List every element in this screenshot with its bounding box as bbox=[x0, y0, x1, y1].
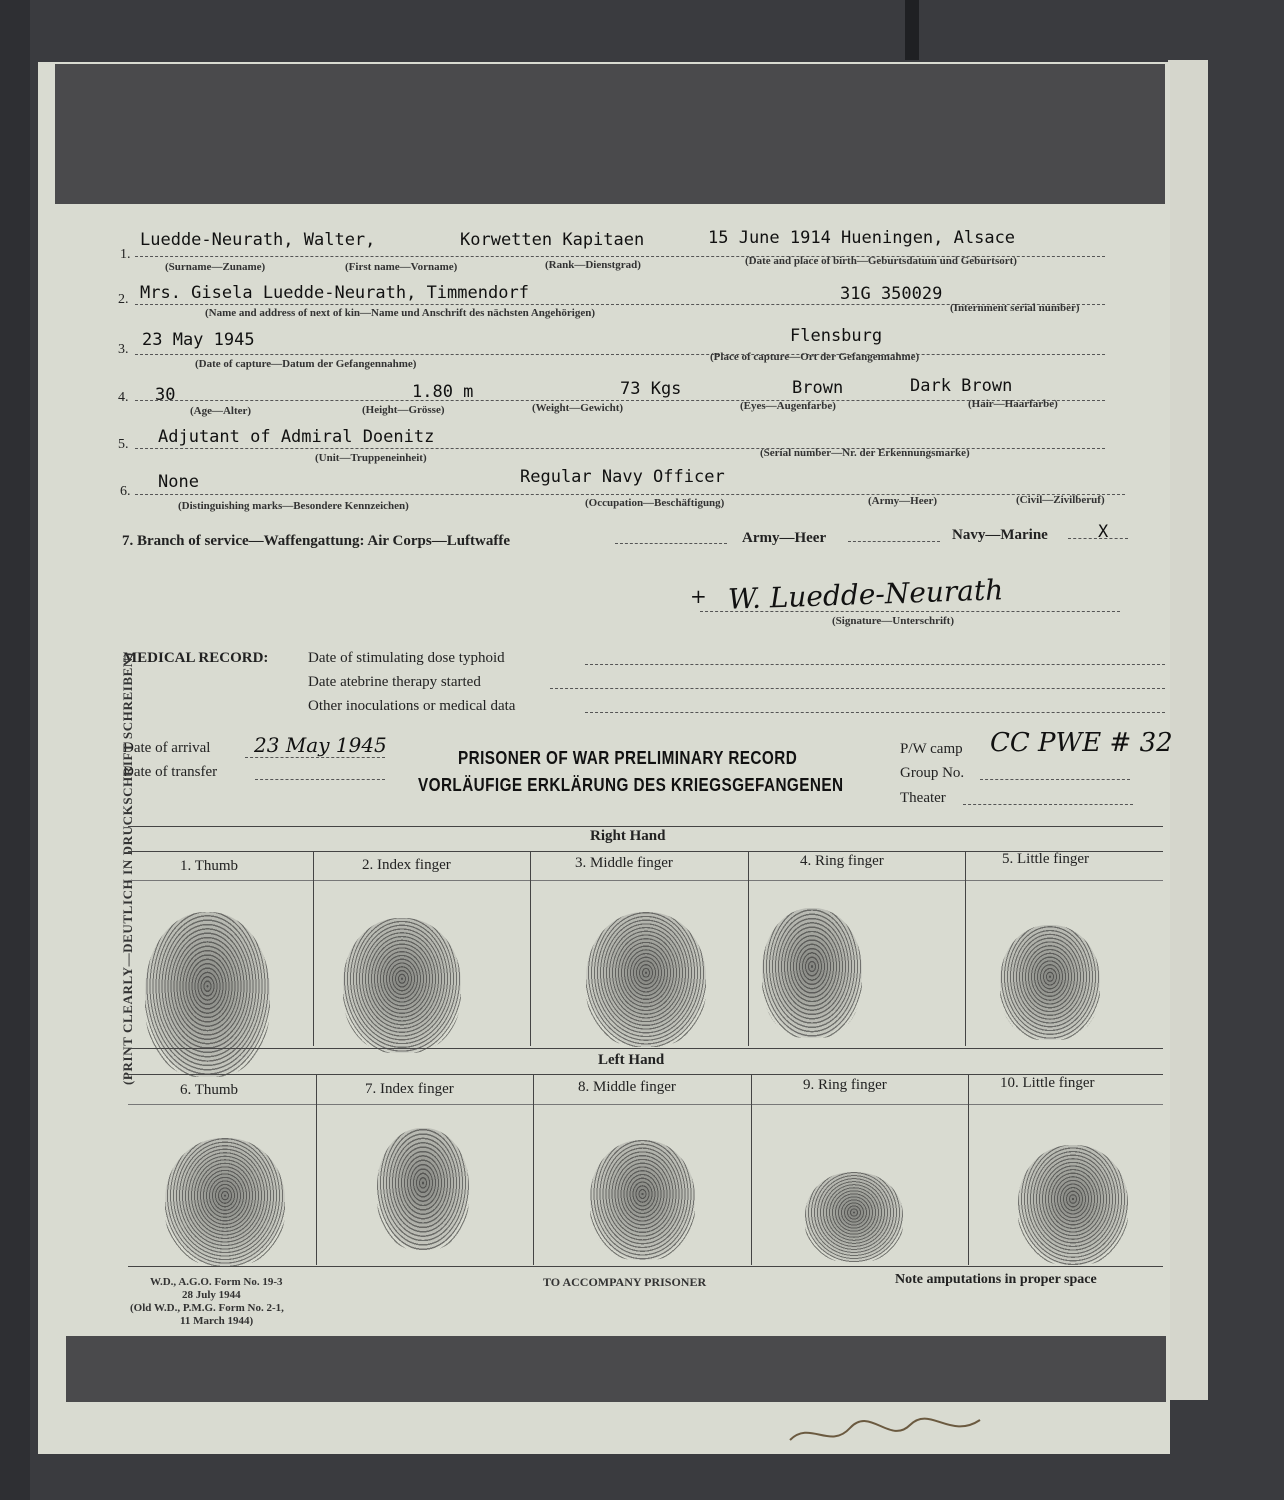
luftwaffe-rule bbox=[615, 543, 727, 544]
rank-value: Korwetten Kapitaen bbox=[460, 230, 645, 250]
right-little-finger-label: 5. Little finger bbox=[1002, 851, 1090, 867]
item-number-6: 6. bbox=[120, 484, 131, 499]
right-cell-divider-4 bbox=[965, 852, 966, 1046]
right-cell-divider-2 bbox=[530, 852, 531, 1046]
form-title-english: PRISONER OF WAR PRELIMINARY RECORD bbox=[458, 748, 798, 768]
date-of-arrival-value: 23 May 1945 bbox=[254, 733, 387, 757]
other-inoculations-label: Other inoculations or medical data bbox=[308, 698, 516, 714]
pw-camp-value: CC PWE # 32 bbox=[990, 728, 1173, 758]
birth-value: 15 June 1914 Hueningen, Alsace bbox=[708, 228, 1016, 248]
army-rule bbox=[848, 541, 940, 542]
signature-caption: (Signature—Unterschrift) bbox=[832, 615, 954, 627]
eyes-value: Brown bbox=[792, 378, 844, 398]
capture-place-caption: (Place of capture—Ort der Gefangennahme) bbox=[710, 351, 920, 363]
right-middle-finger-label: 3. Middle finger bbox=[575, 855, 673, 871]
left-middle-finger-label: 8. Middle finger bbox=[578, 1079, 676, 1095]
right-index-finger-label: 2. Index finger bbox=[362, 857, 451, 873]
line-3-rule bbox=[135, 354, 1105, 355]
birth-caption: (Date and place of birth—Geburtsdatum und Geburtsort) bbox=[745, 255, 1017, 267]
rank-caption: (Rank—Dienstgrad) bbox=[545, 259, 641, 271]
right-thumb-label: 1. Thumb bbox=[180, 858, 239, 874]
left-hand-top-rule bbox=[128, 1048, 1163, 1049]
age-caption: (Age—Alter) bbox=[190, 405, 252, 417]
print-clearly-side-text: (PRINT CLEARLY—DEUTLICH IN DRUCKSCHRIFT SCHREIBEN) bbox=[120, 652, 135, 1085]
handwritten-scribble bbox=[780, 1400, 1020, 1460]
pw-camp-label: P/W camp bbox=[900, 741, 963, 757]
hair-caption: (Hair—Haarfarbe) bbox=[968, 398, 1058, 410]
backdrop bbox=[0, 0, 30, 1500]
left-index-finger-print bbox=[377, 1128, 469, 1250]
next-of-kin-value: Mrs. Gisela Luedde-Neurath, Timmendorf bbox=[140, 283, 529, 303]
line-4-rule bbox=[135, 400, 1105, 401]
firstname-caption: (First name—Vorname) bbox=[345, 261, 458, 273]
other-inoculations-rule bbox=[585, 712, 1165, 713]
arrival-rule bbox=[245, 757, 385, 758]
theater-rule bbox=[963, 804, 1133, 805]
right-index-finger-print bbox=[343, 918, 461, 1053]
eyes-caption: (Eyes—Augenfarbe) bbox=[740, 400, 836, 412]
left-thumb-print bbox=[165, 1138, 285, 1266]
army-label: Army—Heer bbox=[742, 530, 827, 546]
theater-label: Theater bbox=[900, 790, 946, 806]
atebrine-rule bbox=[550, 688, 1165, 689]
grid-top-rule bbox=[128, 826, 1163, 827]
branch-of-service-label: 7. Branch of service—Waffengattung: Air Corps—Luftwaffe bbox=[122, 533, 511, 549]
right-thumb-print bbox=[145, 912, 270, 1077]
grid-bottom-rule bbox=[128, 1266, 1163, 1267]
group-number-label: Group No. bbox=[900, 765, 965, 781]
typhoid-rule bbox=[585, 664, 1165, 665]
dark-band-top bbox=[55, 64, 1165, 204]
occupation-value: Regular Navy Officer bbox=[520, 467, 725, 487]
capture-date-caption: (Date of capture—Datum der Gefangennahme) bbox=[195, 358, 417, 370]
atebrine-label: Date atebrine therapy started bbox=[308, 674, 481, 690]
page-curl bbox=[1168, 60, 1208, 1400]
serial-number-caption: (Serial number—Nr. der Erkennungsmarke) bbox=[760, 447, 970, 459]
form-number-line-2: 28 July 1944 bbox=[182, 1289, 241, 1301]
height-value: 1.80 m bbox=[412, 382, 474, 402]
left-hand-heading: Left Hand bbox=[598, 1052, 665, 1068]
date-of-arrival-label: Date of arrival bbox=[123, 740, 211, 756]
typhoid-label: Date of stimulating dose typhoid bbox=[308, 650, 505, 666]
civil-caption: (Civil—Zivilberuf) bbox=[1016, 494, 1105, 506]
left-cell-divider-4 bbox=[968, 1075, 969, 1265]
item-number-3: 3. bbox=[118, 342, 129, 357]
internment-serial-value: 31G 350029 bbox=[840, 284, 943, 304]
unit-value: Adjutant of Admiral Doenitz bbox=[158, 427, 435, 447]
weight-caption: (Weight—Gewicht) bbox=[532, 402, 624, 414]
line-6-rule bbox=[135, 494, 1125, 495]
left-cell-divider-2 bbox=[533, 1075, 534, 1265]
next-of-kin-caption: (Name and address of next of kin—Name und Anschrift des nächsten Angehörigen) bbox=[205, 307, 596, 319]
form-number-line-1: W.D., A.G.O. Form No. 19-3 bbox=[150, 1276, 283, 1288]
signature-mark: + bbox=[690, 584, 707, 608]
date-of-transfer-label: Date of transfer bbox=[123, 764, 218, 780]
right-cell-divider-3 bbox=[748, 852, 749, 1046]
unit-caption: (Unit—Truppeneinheit) bbox=[315, 452, 427, 464]
right-middle-finger-print bbox=[586, 912, 706, 1047]
right-little-finger-print bbox=[1000, 925, 1100, 1040]
to-accompany-prisoner: TO ACCOMPANY PRISONER bbox=[543, 1275, 707, 1289]
internment-serial-caption: (Internment serial number) bbox=[950, 302, 1080, 314]
left-ring-finger-print bbox=[805, 1172, 903, 1262]
left-little-finger-label: 10. Little finger bbox=[1000, 1075, 1095, 1091]
right-ring-finger-print bbox=[762, 908, 862, 1038]
item-number-2: 2. bbox=[118, 292, 129, 307]
army-caption: (Army—Heer) bbox=[868, 495, 938, 507]
item-number-1: 1. bbox=[120, 247, 131, 262]
left-cell-divider-1 bbox=[316, 1075, 317, 1265]
capture-place-value: Flensburg bbox=[790, 326, 883, 346]
left-ring-finger-label: 9. Ring finger bbox=[803, 1077, 887, 1093]
backdrop-seam bbox=[905, 0, 919, 60]
height-caption: (Height—Grösse) bbox=[362, 404, 445, 416]
left-cell-divider-3 bbox=[751, 1075, 752, 1265]
occupation-caption: (Occupation—Beschäftigung) bbox=[585, 497, 725, 509]
signature-value: W. Luedde-Neurath bbox=[727, 573, 1004, 616]
amputations-note: Note amputations in proper space bbox=[895, 1272, 1097, 1287]
item-number-5: 5. bbox=[118, 437, 129, 452]
signature-rule bbox=[700, 611, 1120, 612]
left-little-finger-print bbox=[1018, 1145, 1128, 1265]
weight-value: 73 Kgs bbox=[620, 379, 682, 399]
left-thumb-label: 6. Thumb bbox=[180, 1082, 239, 1098]
surname-caption: (Surname—Zuname) bbox=[165, 261, 266, 273]
capture-date-value: 23 May 1945 bbox=[142, 330, 255, 350]
left-label-rule bbox=[128, 1104, 1163, 1105]
item-number-4: 4. bbox=[118, 390, 129, 405]
form-number-line-4: 11 March 1944) bbox=[180, 1315, 254, 1327]
form-number-line-3: (Old W.D., P.M.G. Form No. 2-1, bbox=[130, 1302, 284, 1314]
dark-band-bottom bbox=[66, 1336, 1166, 1402]
medical-record-heading: MEDICAL RECORD: bbox=[123, 650, 269, 666]
distinguishing-marks-value: None bbox=[158, 472, 199, 492]
transfer-rule bbox=[255, 779, 385, 780]
form-title-german: VORLÄUFIGE ERKLÄRUNG DES KRIEGSGEFANGENEN bbox=[418, 775, 844, 795]
navy-label: Navy—Marine bbox=[952, 527, 1048, 543]
right-ring-finger-label: 4. Ring finger bbox=[800, 853, 884, 869]
right-cell-divider-1 bbox=[313, 852, 314, 1046]
right-hand-heading: Right Hand bbox=[590, 828, 666, 844]
surname-value: Luedde-Neurath, Walter, bbox=[140, 230, 376, 250]
navy-mark: X bbox=[1098, 522, 1109, 542]
left-middle-finger-print bbox=[590, 1140, 695, 1260]
distinguishing-marks-caption: (Distinguishing marks—Besondere Kennzeichen) bbox=[178, 500, 409, 512]
hair-value: Dark Brown bbox=[910, 376, 1013, 396]
left-index-finger-label: 7. Index finger bbox=[365, 1081, 454, 1097]
group-rule bbox=[980, 779, 1130, 780]
right-label-rule bbox=[128, 880, 1163, 881]
age-value: 30 bbox=[155, 385, 176, 405]
